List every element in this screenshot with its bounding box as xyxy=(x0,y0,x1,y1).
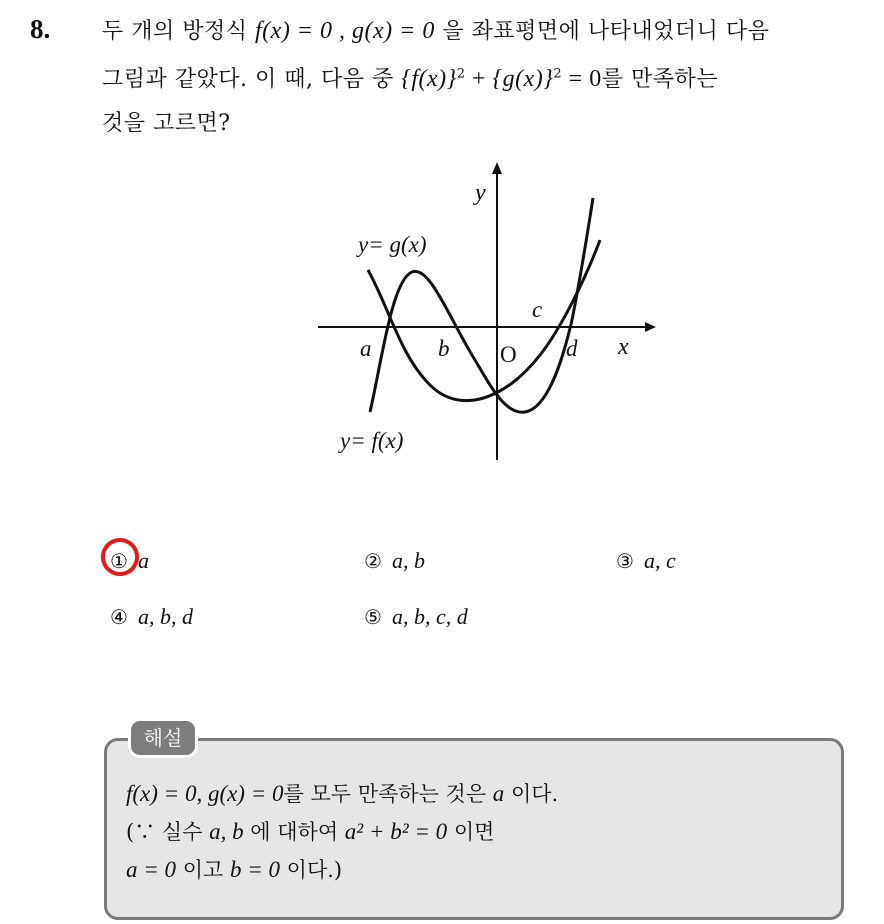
explanation-math: a² + b² = 0 xyxy=(344,819,448,844)
choice-value: a, c xyxy=(643,548,676,573)
explanation-tab: 해설 xyxy=(128,718,198,758)
choice-value: a, b, d xyxy=(137,604,193,629)
question-line-2 xyxy=(102,62,718,93)
question-number: 8. xyxy=(30,14,51,44)
point-d-label: d xyxy=(566,336,578,361)
f-curve xyxy=(370,198,593,412)
question-line-3: 것을 고르면? xyxy=(102,111,231,136)
origin-label: O xyxy=(500,342,517,367)
choice-2[interactable] xyxy=(364,548,425,574)
x-axis-arrow xyxy=(645,322,656,332)
choice-value: a, b xyxy=(391,548,425,573)
question-math: f(x) = 0 , g(x) = 0 xyxy=(255,18,435,44)
choice-number: ③ xyxy=(616,549,634,573)
explanation-line-2 xyxy=(126,816,494,846)
choice-number: ⑤ xyxy=(364,605,382,629)
explanation-math: b = 0 xyxy=(229,857,280,882)
explanation-math: a = 0 xyxy=(126,857,177,882)
f-curve-label: y= f(x) xyxy=(340,428,404,453)
question-text: 를 만족하는 xyxy=(601,67,718,92)
choice-4[interactable] xyxy=(110,604,193,630)
function-graph xyxy=(300,160,660,470)
question-text: 을 좌표평면에 나타내었더니 다음 xyxy=(434,19,770,44)
explanation-text: (∵ 실수 xyxy=(126,820,210,844)
x-axis-label: x xyxy=(618,334,629,360)
question-line-1 xyxy=(102,14,769,45)
plus-sign: + xyxy=(465,66,493,92)
point-c-label: c xyxy=(532,297,543,322)
choice-5[interactable] xyxy=(364,604,468,630)
choice-value: a, b, c, d xyxy=(391,604,468,629)
exponent: 2 xyxy=(553,66,563,82)
f-squared: {f(x)} xyxy=(401,66,457,92)
explanation-text: 에 대하여 xyxy=(243,820,345,844)
choice-number: ② xyxy=(364,549,382,573)
equals-zero: = 0 xyxy=(562,66,602,92)
explanation-line-1 xyxy=(126,778,558,808)
explanation-var: a xyxy=(492,781,505,806)
question-text: 그림과 같았다. 이 때, 다음 중 xyxy=(102,67,402,92)
explanation-text: 를 모두 만족하는 것은 xyxy=(283,782,493,806)
choice-number: ① xyxy=(110,549,128,573)
y-axis-arrow xyxy=(492,162,502,174)
explanation-text: 이고 xyxy=(176,858,230,882)
explanation-math: a, b xyxy=(209,819,244,844)
explanation-text: 이다.) xyxy=(280,858,343,882)
exponent: 2 xyxy=(456,66,466,82)
point-a-label: a xyxy=(360,336,372,361)
g-squared: {g(x)} xyxy=(492,66,554,92)
y-axis-label: y xyxy=(475,180,486,206)
point-b-label: b xyxy=(438,336,450,361)
choice-3[interactable] xyxy=(616,548,676,574)
explanation-text: 이다. xyxy=(504,782,559,806)
question-text: 두 개의 방정식 xyxy=(102,19,255,44)
explanation-text: 이면 xyxy=(447,820,495,844)
explanation-math: f(x) = 0, g(x) = 0 xyxy=(126,781,284,806)
choice-number: ④ xyxy=(110,605,128,629)
choice-value: a xyxy=(137,548,149,573)
explanation-line-3 xyxy=(126,854,342,884)
g-curve-label: y= g(x) xyxy=(358,232,427,257)
